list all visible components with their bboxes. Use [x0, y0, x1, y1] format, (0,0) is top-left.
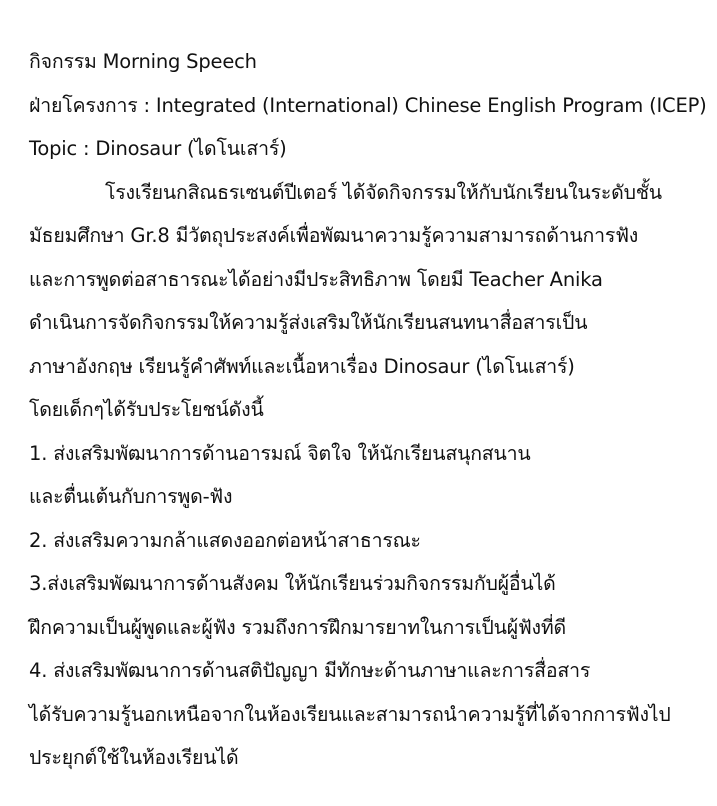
benefit-line: ได้รับความรู้นอกเหนือจากในห้องเรียนและสามารถนำความรู้ที่ได้จากการฟังไป: [29, 702, 671, 726]
topic-line: Topic : Dinosaur (ไดโนเสาร์): [29, 137, 287, 160]
paragraph-line: และการพูดต่อสาธารณะได้อย่างมีประสิทธิภาพ โดยมี Teacher Anika: [29, 267, 603, 291]
benefit-line: และตื่นเต้นกับการพูด-ฟัง: [29, 485, 233, 508]
benefit-line: 4. ส่งเสริมพัฒนาการด้านสติปัญญา มีทักษะด้านภาษาและการสื่อสาร: [29, 659, 591, 682]
paragraph-line: ภาษาอังกฤษ เรียนรู้คำศัพท์และเนื้อหาเรื่อง Dinosaur (ไดโนเสาร์): [29, 354, 575, 378]
paragraph-line: มัธยมศึกษา Gr.8 มีวัตถุประสงค์เพื่อพัฒนาความรู้ความสามารถด้านการฟัง: [29, 224, 639, 247]
description-paragraph: [29, 171, 699, 389]
department-line: ฝ่ายโครงการ : Integrated (International) Chinese English Program (ICEP): [29, 93, 707, 117]
benefits-intro: โดยเด็กๆได้รับประโยชน์ดังนี้: [29, 398, 264, 421]
document-body: [29, 40, 707, 780]
activity-title: กิจกรรม Morning Speech: [29, 50, 257, 73]
benefit-line: 1. ส่งเสริมพัฒนาการด้านอารมณ์ จิตใจ ให้นักเรียนสนุกสนาน: [29, 441, 531, 465]
paragraph-line: ดำเนินการจัดกิจกรรมให้ความรู้ส่งเสริมให้นักเรียนสนทนาสื่อสารเป็น: [29, 311, 588, 334]
benefit-line: 3.ส่งเสริมพัฒนาการด้านสังคม ให้นักเรียนร่วมกิจกรรมกับผู้อื่นได้: [29, 572, 556, 595]
benefit-line: ฝึกความเป็นผู้พูดและผู้ฟัง รวมถึงการฝึกมารยาทในการเป็นผู้ฟังที่ดี: [29, 615, 566, 639]
benefit-line: 2. ส่งเสริมความกล้าแสดงออกต่อหน้าสาธารณะ: [29, 528, 421, 552]
paragraph-line: โรงเรียนกสิณธรเซนต์ปีเตอร์ ได้จัดกิจกรรมให้กับนักเรียนในระดับชั้น: [105, 180, 662, 204]
benefits-list: [29, 432, 699, 780]
benefit-line: ประยุกต์ใช้ในห้องเรียนได้: [29, 746, 239, 769]
